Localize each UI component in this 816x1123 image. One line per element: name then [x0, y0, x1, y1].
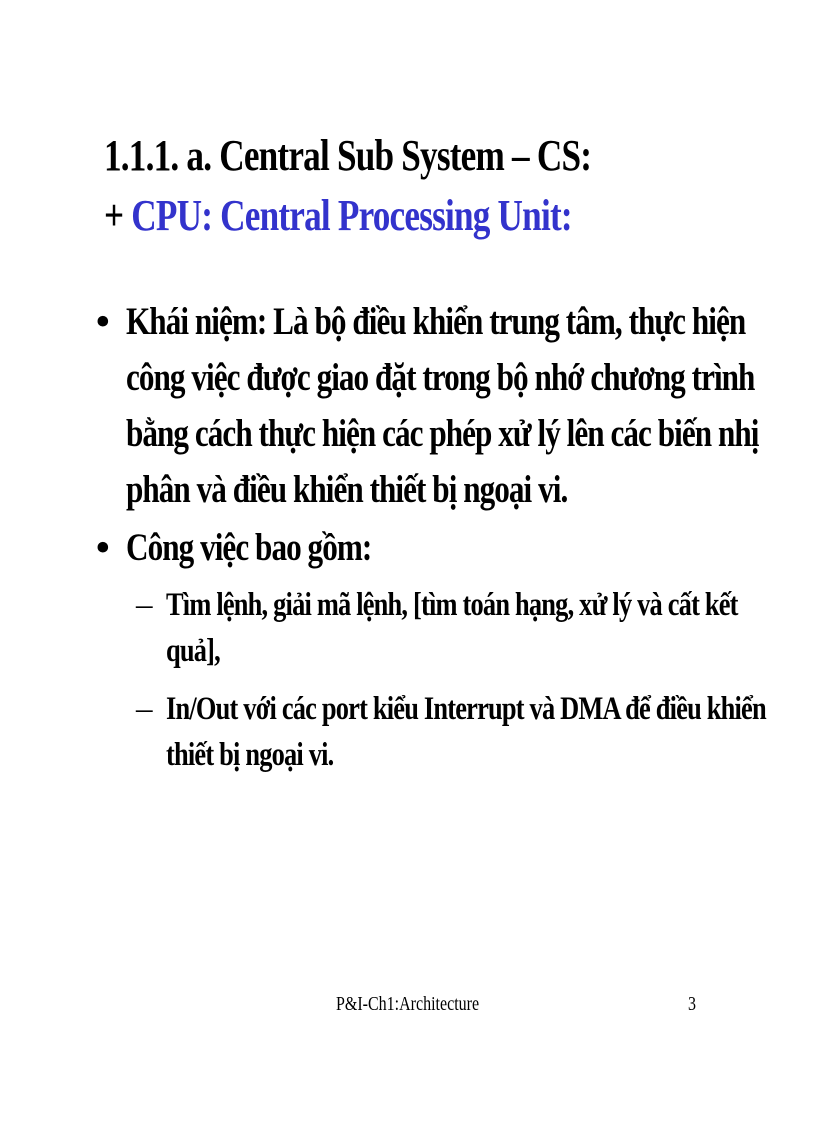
bullet-definition-text	[126, 294, 758, 518]
subitem-text	[166, 686, 766, 778]
bullet-tasks	[96, 520, 766, 778]
subitem-line: In/Out với các port kiểu Interrupt và DMA để điều khiển	[166, 691, 766, 727]
subtitle-cpu-heading: CPU: Central Processing Unit:	[131, 191, 572, 240]
page-number: 3	[688, 993, 696, 1015]
slide-subtitle	[104, 190, 572, 242]
dash-marker: –	[136, 587, 152, 623]
subtitle-prefix: +	[104, 191, 124, 240]
subitem-line: Tìm lệnh, giải mã lệnh, [tìm toán hạng, xử lý và cất kết	[166, 587, 738, 623]
dash-marker: –	[136, 691, 152, 727]
bullet-line: Công việc bao gồm:	[126, 526, 372, 569]
subitem-io	[136, 686, 766, 778]
bullet-line: bằng cách thực hiện các phép xử lý lên các biến nhị	[126, 412, 759, 455]
slide-title: 1.1.1. a. Central Sub System – CS:	[104, 131, 592, 180]
bullet-line: phân và điều khiển thiết bị ngoại vi.	[126, 468, 568, 511]
subitem-fetch-decode	[136, 582, 736, 674]
bullet-tasks-text	[126, 520, 371, 576]
subitem-line: thiết bị ngoại vi.	[166, 737, 334, 773]
bullet-marker: •	[96, 526, 109, 569]
subitem-line: quả],	[166, 633, 220, 669]
bullet-marker: •	[96, 300, 109, 343]
subitem-text	[166, 582, 738, 674]
bullet-definition	[96, 294, 759, 518]
bullet-line: Khái niệm: Là bộ điều khiển trung tâm, thực hiện	[126, 300, 746, 343]
footer-text: P&I-Ch1:Architecture	[336, 993, 480, 1015]
task-sublist	[126, 582, 766, 778]
bullet-line: công việc được giao đặt trong bộ nhớ chương trình	[126, 356, 755, 399]
bullet-list	[96, 294, 766, 778]
